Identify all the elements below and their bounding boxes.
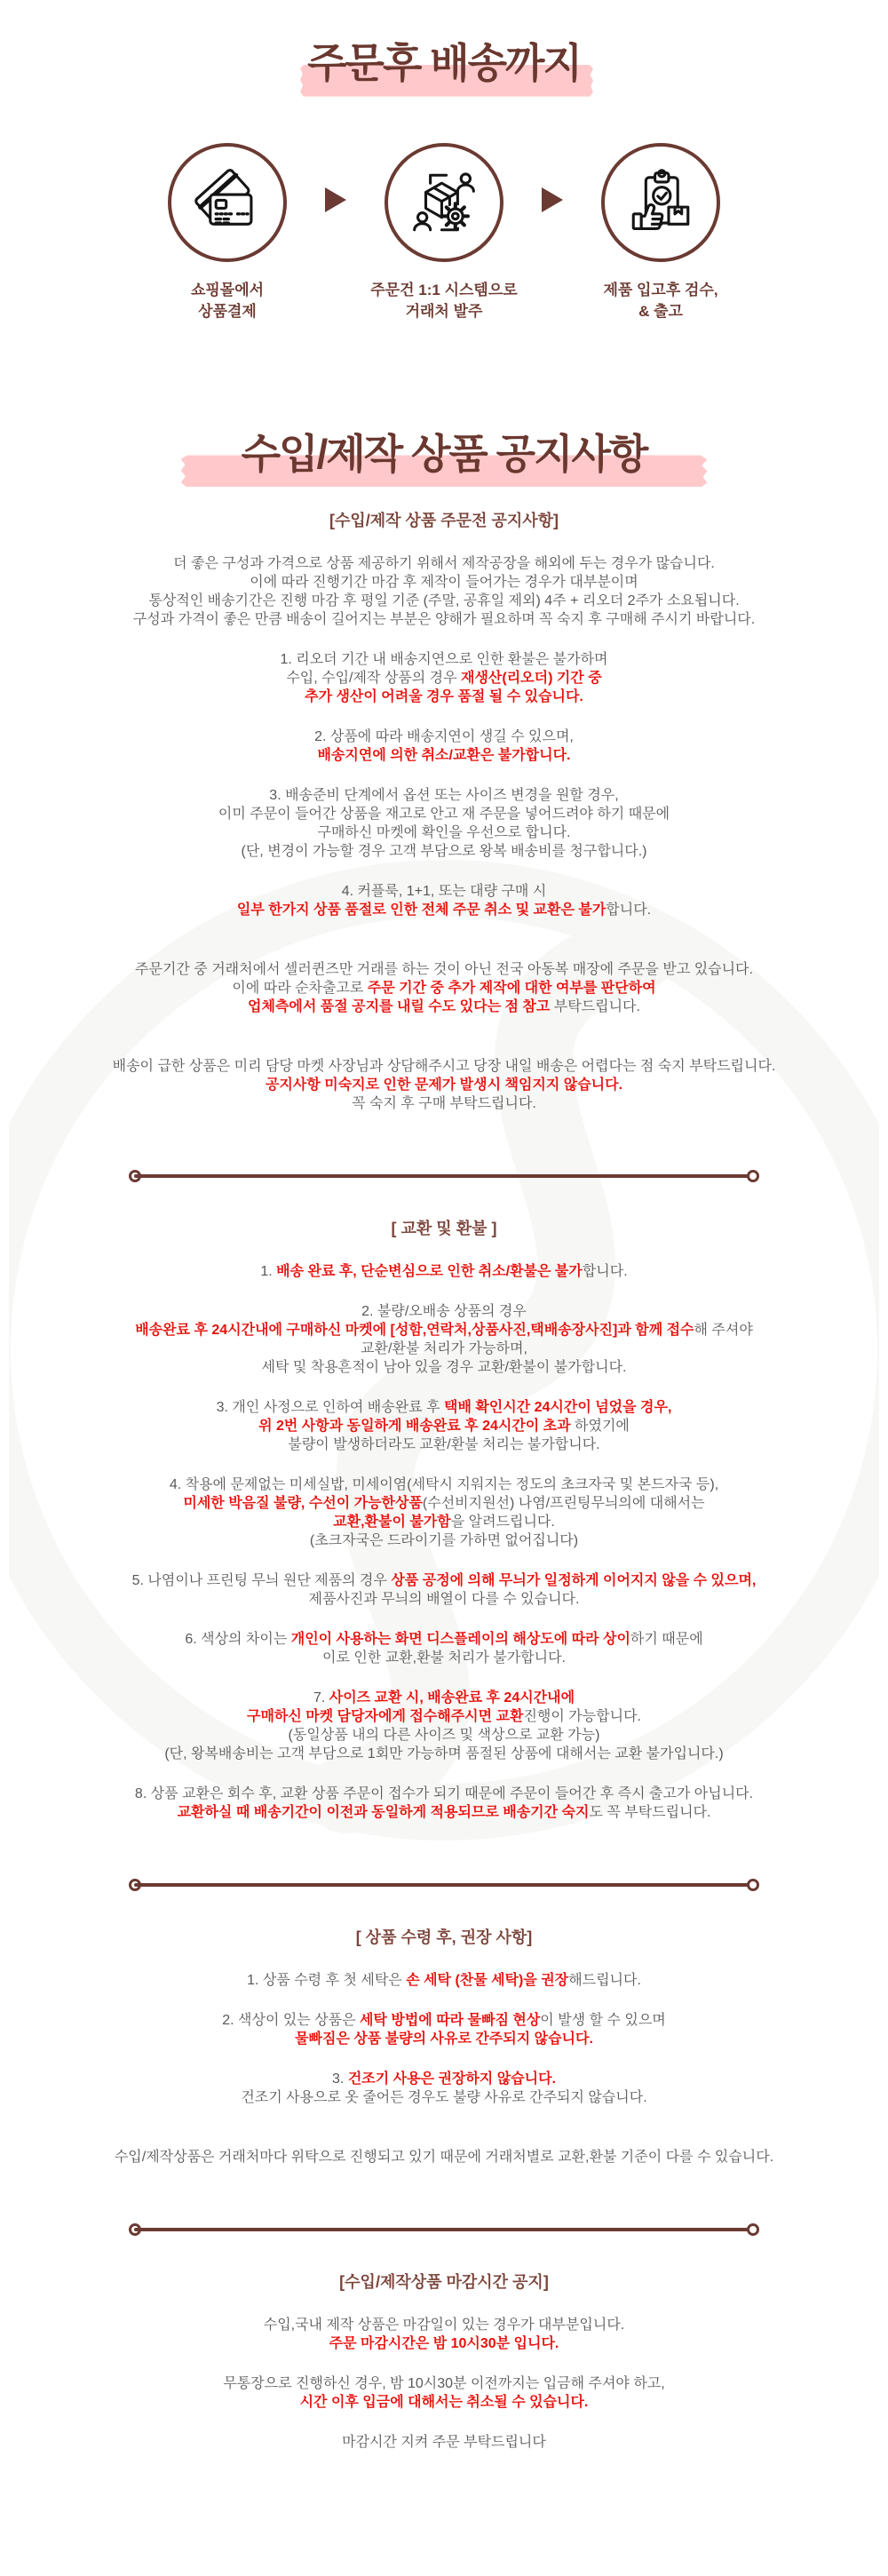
order-system-icon [408,166,480,239]
page-title [307,41,581,86]
notice-paragraph [18,1571,870,1609]
notice-paragraph [18,786,870,861]
notice-text: 주문기간 중 거래처에서 셀러퀸즈만 거래를 하는 것이 아닌 전국 아동복 매장에 주문을 받고 있습니다. [135,962,753,978]
main-content [0,41,888,2473]
notice-text: 해드립니다. [568,1973,641,1989]
notice-text-emphasis: 재생산(리오더) 기간 중 [461,671,602,687]
notice-paragraph [18,1475,870,1550]
notice-text-emphasis: 시간 이후 입금에 대해서는 취소될 수 있습니다. [299,2395,589,2411]
notice-line [18,1262,870,1281]
notice-text-emphasis: 배송지연에 의한 취소/교환은 불가합니다. [317,748,571,764]
notice-text: 을 알려드립니다. [450,1515,555,1530]
notice-text: 2. 불량/오배송 상품의 경우 [361,1304,527,1320]
notice-text: 1. 리오더 기간 내 배송지연으로 인한 환불은 불가하며 [280,652,608,668]
notice-line [18,2030,870,2048]
notice-line [18,1726,870,1745]
notice-text: 수입, 수입/제작 상품의 경우 [286,671,462,687]
arrow-right-icon [325,187,346,212]
notice-line [18,688,870,706]
notice-text-emphasis: 배송완료 후 24시간내에 구매하신 마켓에 [성함,연락처,상품사진,택배송장사진]과 함께 접수 [135,1323,694,1339]
notice-text: 합니다. [606,902,652,918]
notice-text-emphasis: 세탁 방법에 따라 물빠짐 현상 [360,2013,541,2029]
notice-paragraph [18,1971,870,1990]
divider-line [134,1883,754,1887]
notice-title [242,432,647,477]
notice-text: 7. [313,1690,329,1706]
notice-line [18,786,870,805]
notice-line [18,2393,870,2412]
notice-line [18,1971,870,1990]
notice-line [18,1321,870,1340]
notice-text: 해 주셔야 [694,1323,753,1339]
notice-line [18,1745,870,1763]
notice-text-emphasis: 교환,환불이 불가함 [333,1515,451,1530]
notice-line [18,805,870,823]
notice-line [18,2070,870,2088]
notice-text-emphasis: 구매하신 마켓 담당자에게 접수해주시면 교환 [247,1709,524,1725]
notice-text-emphasis: 공지사항 미숙지로 인한 문제가 발생시 책임지지 않습니다. [265,1077,623,1093]
notice-text: 이 발생 할 수 있으며 [540,2013,666,2029]
notice-text-emphasis: 주문 마감시간은 밤 10시30분 입니다. [329,2336,559,2352]
notice-paragraph [18,1262,870,1281]
step-label-line: 쇼핑몰에서 [190,281,265,298]
notice-paragraph [18,1785,870,1822]
notice-paragraph [18,2148,870,2167]
notice-text-emphasis: 업체측에서 품절 공지를 내릴 수도 있다는 점 참고 [248,999,551,1015]
notice-text: 3. 개인 사정으로 인하여 배송완료 후 [216,1400,444,1416]
receiving-inspection-icon [624,166,697,239]
notice-line [18,842,870,861]
notice-paragraph [18,1302,870,1377]
notice-text-emphasis: 사이즈 교환 시, 배송완료 후 24시간내에 [329,1690,575,1706]
order-process-steps [0,143,888,323]
notice-text-emphasis: 위 2번 사항과 동일하게 배송완료 후 24시간이 초과 [258,1419,571,1435]
notice-text-emphasis: 물빠짐은 상품 불량의 사유로 간주되지 않습니다. [295,2031,593,2047]
notice-text: 하기 때문에 [630,1632,703,1648]
notice-text: 불량이 발생하더라도 교환/환불 처리는 불가합니다. [288,1437,600,1453]
notice-text: 합니다. [582,1264,628,1280]
notice-line [18,1435,870,1454]
hero-title-row [0,41,888,86]
step-circle [601,143,720,262]
notice-text: 5. 나염이나 프린팅 무늬 원단 제품의 경우 [131,1573,392,1589]
notice-line [18,1094,870,1113]
notice-line [18,998,870,1016]
step-label-line: 제품 입고후 검수, [603,281,718,298]
notice-text: 마감시간 지켜 주문 부탁드립니다 [342,2435,546,2451]
notice-text: 건조기 사용으로 옷 줄어든 경우도 불량 사유로 간주되지 않습니다. [241,2090,647,2106]
notice-line [18,1630,870,1649]
notice-line [18,610,870,629]
notice-paragraph [18,1630,870,1667]
notice-paragraph [18,2070,870,2107]
page-title-text: 주문후 배송까지 [307,40,581,86]
notice-paragraph [18,2433,870,2452]
notice-line [18,2011,870,2030]
notice-text: 2. 색상이 있는 상품은 [222,2013,361,2029]
notice-text: 진행이 가능합니다. [523,1709,641,1725]
notice-text: 이로 인한 교환,환불 처리가 불가합니다. [322,1650,566,1666]
notice-text: 2. 상품에 따라 배송지연이 생길 수 있으며, [314,729,574,745]
notice-line [18,592,870,610]
notice-text: 꼭 숙지 후 구매 부탁드립니다. [352,1096,536,1112]
notice-text: 구성과 가격이 좋은 만큼 배송이 길어지는 부분은 양해가 필요하며 꼭 숙지 후 구매해 주시기 바랍니다. [132,612,756,628]
notice-text-emphasis: 교환하실 때 배송기간이 이전과 동일하게 적용되므로 배송기간 숙지 [177,1805,590,1821]
notice-text-emphasis: 건조기 사용은 권장하지 않습니다. [347,2071,556,2087]
notice-text-emphasis: 손 세탁 (찬물 세탁)을 권장 [406,1973,569,1989]
notice-text: 이에 따라 순차출고로 [232,981,368,997]
step-label-line: & 출고 [638,303,683,321]
notice-text: 4. 착용에 문제없는 미세실밥, 미세이염(세탁시 지워지는 정도의 초크자국 및 본드자국 등), [169,1477,719,1493]
notice-line [18,2148,870,2167]
notice-line [18,650,870,669]
section-divider [129,2223,759,2236]
section-heading: [수입/제작 상품 주문전 공지사항] [329,512,559,530]
notice-line [18,1340,870,1358]
notice-text-emphasis: 상품 공정에 의해 무늬가 일정하게 이어지지 않을 수 있으며, [391,1573,757,1589]
notice-paragraph [18,1689,870,1763]
notice-line [18,1513,870,1531]
notice-text-emphasis: 미세한 박음질 불량, 수선이 가능한상품 [183,1496,423,1512]
notice-text: 교환/환불 처리가 가능하며, [361,1341,527,1357]
credit-card-icon [191,166,264,239]
step-label-line: 주문건 1:1 시스템으로 [370,281,518,298]
notice-text-emphasis: 일부 한가지 상품 품절로 인한 전체 주문 취소 및 교환은 불가 [236,902,607,918]
notice-line [18,979,870,998]
step-order-system [357,143,531,323]
notice-text: 부탁드립니다. [550,999,640,1015]
notice-text: (초크자국은 드라이기를 가하면 없어집니다) [309,1533,579,1549]
notice-text: (단, 변경이 가능할 경우 고객 부담으로 왕복 배송비를 청구합니다.) [241,844,647,860]
notice-text: 배송이 급한 상품은 미리 담당 마켓 사장님과 상담해주시고 당장 내일 배송은 어렵다는 점 숙지 부탁드립니다. [112,1059,776,1075]
notice-text-emphasis: 배송 완료 후, 단순변심으로 인한 취소/환불은 불가 [276,1264,583,1280]
step-label [357,280,531,323]
notice-line [18,1531,870,1550]
step-inspection-shipping [574,143,748,323]
step-label-line: 상품결제 [198,303,257,321]
notice-paragraph [18,2011,870,2048]
notice-paragraph [18,554,870,629]
notice-text: 이에 따라 진행기간 마감 후 제작이 들어가는 경우가 대부분이며 [250,575,638,591]
notice-line [18,2374,870,2393]
notice-text-emphasis: 개인이 사용하는 화면 디스플레이의 해상도에 따라 상이 [290,1632,630,1648]
notice-text: 하였기에 [570,1419,630,1435]
notice-line [18,669,870,688]
notice-line [18,727,870,746]
divider-end-dot [747,1170,759,1182]
section-divider [129,1879,759,1891]
notice-text: 도 꼭 부탁드립니다. [589,1805,711,1821]
notice-text: 수입/제작상품은 거래처마다 위탁으로 진행되고 있기 때문에 거래처별로 교환,환불 기준이 다를 수 있습니다. [114,2150,774,2166]
step-label [574,280,748,323]
notice-line [18,2433,870,2452]
notice-line [18,573,870,592]
notice-paragraph [18,650,870,706]
notice-text: 더 좋은 구성과 가격으로 상품 제공하기 위해서 제작공장을 해외에 두는 경우가 많습니다. [173,556,715,572]
notice-paragraph [18,727,870,765]
notice-text-emphasis: 추가 생산이 어려울 경우 품절 될 수 있습니다. [305,689,583,705]
step-circle [168,143,287,262]
notice-text: 3. [332,2071,348,2087]
notice-text: 무통장으로 진행하신 경우, 밤 10시30분 이전까지는 입금해 주셔야 하고, [223,2376,665,2392]
notice-body [18,510,870,2473]
notice-line [18,1571,870,1590]
arrow-right-icon [542,187,563,212]
notice-text: 제품사진과 무늬의 배열이 다를 수 있습니다. [308,1592,580,1608]
notice-line [18,2334,870,2353]
notice-line [18,1076,870,1094]
section-heading: [ 상품 수령 후, 권장 사항] [355,1928,533,1947]
notice-text: 세탁 및 착용흔적이 남아 있을 경우 교환/환불이 불가합니다. [261,1360,627,1376]
notice-line [18,1803,870,1822]
notice-paragraph [18,2374,870,2412]
notice-line [18,1417,870,1435]
step-payment [140,143,314,323]
notice-paragraph [18,1398,870,1454]
notice-line [18,1358,870,1377]
notice-line [18,1475,870,1494]
section-heading: [수입/제작상품 마감시간 공지] [339,2273,549,2292]
notice-line [18,1398,870,1417]
notice-line [18,882,870,901]
notice-paragraph [18,882,870,919]
notice-text: 8. 상품 교환은 회수 후, 교환 상품 주문이 접수가 되기 때문에 주문이 들어간 후 즉시 출고가 아닙니다. [134,1786,754,1802]
notice-line [18,2316,870,2334]
notice-text: 3. 배송준비 단계에서 옵션 또는 사이즈 변경을 원할 경우, [269,788,619,804]
notice-text-emphasis: 택배 확인시간 24시간이 넘었을 경우, [443,1400,672,1416]
section-divider [129,1170,759,1182]
notice-text: 이미 주문이 들어간 상품을 재고로 안고 재 주문을 넣어드려야 하기 때문에 [218,807,670,823]
notice-paragraph [18,2316,870,2353]
notice-line [18,1302,870,1321]
notice-text: 6. 색상의 차이는 [185,1632,291,1648]
notice-text: 구매하신 마켓에 확인을 우선으로 합니다. [317,825,571,841]
notice-line [18,554,870,573]
section-heading: [ 교환 및 환불 ] [391,1220,497,1238]
notice-line [18,2088,870,2107]
step-label-line: 거래처 발주 [405,303,483,321]
notice-line [18,1494,870,1513]
notice-text: (동일상품 내의 다른 사이즈 및 색상으로 교환 가능) [288,1728,600,1744]
notice-text: (수선비지원선) 나염/프린팅무늬의에 대해서는 [422,1496,705,1512]
notice-text: 수입,국내 제작 상품은 마감일이 있는 경우가 대부분입니다. [263,2318,625,2334]
notice-line [18,1707,870,1726]
notice-title-text: 수입/제작 상품 공지사항 [241,430,647,477]
notice-paragraph [18,1057,870,1113]
notice-text-emphasis: 주문 기간 중 추가 제작에 대한 여부를 판단하여 [367,981,656,997]
notice-line [18,1689,870,1707]
notice-line [18,960,870,979]
notice-text: 1. [260,1264,277,1280]
divider-line [134,1174,754,1178]
divider-line [134,2228,754,2231]
notice-text: 1. 상품 수령 후 첫 세탁은 [247,1973,407,1989]
notice-text: 통상적인 배송기간은 진행 마감 후 평일 기준 (주말, 공휴일 제외) 4주 + 리오더 2주가 소요됩니다. [148,593,740,609]
notice-line [18,1057,870,1076]
notice-line [18,901,870,919]
step-label [140,280,314,323]
divider-end-dot [747,2223,759,2236]
notice-title-row [0,432,888,477]
notice-text: (단, 왕복배송비는 고객 부담으로 1회만 가능하며 품절된 상품에 대해서는 교환 불가입니다.) [164,1746,724,1762]
notice-line [18,823,870,842]
divider-end-dot [747,1879,759,1891]
step-circle [385,143,503,262]
notice-line [18,1590,870,1609]
notice-text: 4. 커플룩, 1+1, 또는 대량 구매 시 [341,884,547,900]
notice-line [18,746,870,765]
notice-line [18,1649,870,1667]
notice-line [18,1785,870,1803]
notice-paragraph [18,960,870,1016]
